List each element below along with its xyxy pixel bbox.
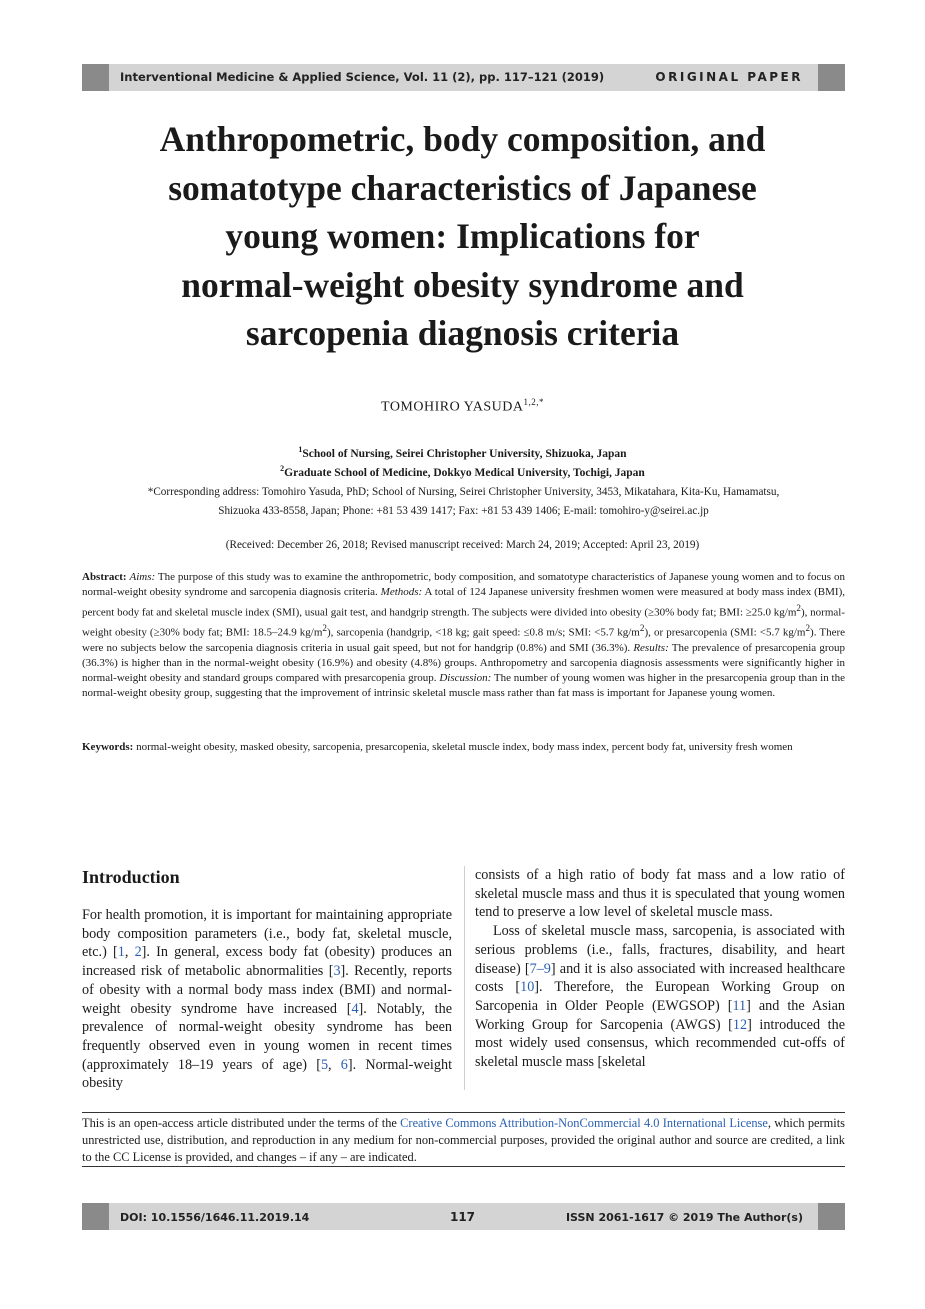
issn-copyright: ISSN 2061-1617 © 2019 The Author(s) (565, 1211, 803, 1224)
article-title (80, 115, 845, 358)
journal-citation: Interventional Medicine & Applied Science, Vol. 11 (2), pp. 117–121 (2019) (120, 70, 605, 84)
citation-link[interactable]: 7–9 (529, 960, 551, 977)
license-text: This is an open-access article distributed under the terms of the (82, 1116, 401, 1130)
affiliation-text: Graduate School of Medicine, Dokkyo Medical University, Tochigi, Japan (284, 466, 645, 479)
paragraph-text: ]. Notably, the prevalence of normal-weight obesity syndrome has been frequently observed even in young women in recent times (approximately 18–19 years of age) [ (82, 1000, 452, 1073)
paragraph-text: ] introduced the most widely used consensus, which recommended cut-offs of skeletal muscle mass [skeletal (475, 1016, 845, 1071)
affiliation-1 (0, 445, 925, 460)
aims-text: The purpose of this study was to examine the anthropometric, body composition, and somatotype characteristics of Japanese young women and to focus on normal-weight obesity syndrome and sarcopenia diagnosis criteria. (82, 571, 845, 599)
superscript: 2 (322, 622, 327, 633)
license-notice (82, 1115, 845, 1166)
affiliation-2 (0, 464, 925, 479)
affiliation-text: School of Nursing, Seirei Christopher University, Shizuoka, Japan (302, 447, 627, 460)
methods-text: ), normal-weight obesity (≥30% body fat; BMI: 18.5–24.9 kg/m (82, 606, 845, 639)
results-label: Results: (633, 641, 669, 654)
results-text: The prevalence of presarcopenia group (36.3%) is higher than in the normal-weight obesity (16.9%) and obesity (4.8%) groups. Anthropometry and sarcopenia diagnosis assessments were significantly higher in normal-weight obesity and standard groups compared with presarcopenia group. (82, 641, 845, 685)
title-line: somatotype characteristics of Japanese (168, 167, 757, 208)
page-number: 117 (449, 1210, 476, 1224)
title-line: young women: Implications for (225, 216, 700, 256)
affiliation-mark: 2 (280, 464, 285, 473)
keywords-label: Keywords: (82, 741, 134, 753)
intro-paragraph-2 (475, 922, 845, 1072)
keywords (82, 740, 845, 755)
article-type: ORIGINAL PAPER (655, 70, 803, 84)
paragraph-text: , (124, 944, 135, 961)
license-link[interactable]: Creative Commons Attribution-NonCommercial 4.0 International License (400, 1116, 768, 1130)
citation-link[interactable]: 10 (520, 979, 535, 996)
title-line: Anthropometric, body composition, and (159, 119, 766, 159)
methods-label: Methods: (380, 586, 423, 599)
methods-text: ). There were no subjects below the sarcopenia diagnosis criteria in usual gait speed, but not for handgrip (0.8%) and SMI (36.3%). (82, 626, 845, 654)
paragraph-text: For health promotion, it is important for maintaining appropriate body composition parameters (i.e., body fat, skeletal muscle, etc.) [ (82, 907, 452, 961)
author-name: TOMOHIRO YASUDA (381, 399, 524, 415)
corresponding-line: *Corresponding address: Tomohiro Yasuda, PhD; School of Nursing, Seirei Christopher University, 3453, Mikatahara, Kita-Ku, Hamamatsu, (147, 486, 780, 498)
body-column-left (82, 906, 452, 1093)
paragraph-text: ]. Recently, reports of obesity with a normal body mass index (BMI) and normal-weight obesity syndrome have increased [ (82, 963, 452, 1017)
aims-label: Aims: (129, 571, 156, 583)
license-rule-bottom (82, 1166, 845, 1167)
discussion-text: The number of young women was higher in the presarcopenia group than in the normal-weight obesity group, suggesting that the improvement of intrinsic skeletal muscle mass rather than fat mass is important for Japanese young women. (82, 672, 845, 700)
header-bar-left-block (82, 64, 109, 91)
author-marks: 1,2,* (523, 397, 544, 407)
citation-link[interactable]: 5 (320, 1056, 329, 1073)
discussion-label: Discussion: (439, 672, 492, 685)
citation-link[interactable]: 2 (134, 944, 142, 961)
intro-paragraph-1 (82, 906, 452, 1093)
abstract-label: Abstract: (82, 571, 127, 583)
section-heading-introduction: Introduction (82, 867, 180, 887)
author-line (0, 397, 925, 416)
paragraph-text: ]. In general, excess body fat (obesity) produces an increased risk of metabolic abnormalities [ (82, 944, 452, 980)
paragraph-text: , (328, 1056, 341, 1073)
keywords-text: normal-weight obesity, masked obesity, sarcopenia, presarcopenia, skeletal muscle index, body mass index, percent body fat, university fresh women (133, 741, 793, 753)
methods-text: A total of 124 Japanese university freshmen women were measured at body mass index (BMI), percent body fat and skeletal muscle index (SMI), usual gait test, and handgrip strength. The subjects were divided into obesity (≥30% body fat; BMI: ≥25.0 kg/m (82, 586, 846, 619)
corresponding-address (82, 483, 845, 520)
license-rule-top (82, 1112, 845, 1113)
corresponding-line: Shizuoka 433-8558, Japan; Phone: +81 53 439 1417; Fax: +81 53 439 1406; E-mail: tomohiro-y@seirei.ac.jp (218, 504, 709, 517)
paragraph-text: ]. Normal-weight obesity (82, 1056, 453, 1092)
paragraph-text: ] and it is also associated with increased healthcare costs [ (475, 960, 846, 996)
abstract (82, 570, 845, 702)
citation-link[interactable]: 11 (732, 997, 747, 1014)
methods-text: ), or presarcopenia (SMI: <5.7 kg/m (644, 626, 806, 639)
doi: DOI: 10.1556/1646.11.2019.14 (120, 1211, 310, 1224)
title-line: normal-weight obesity syndrome and (181, 264, 744, 305)
superscript: 2 (639, 622, 645, 633)
paragraph-text: ]. Therefore, the European Working Group on Sarcopenia in Older People (EWGSOP) [ (475, 979, 845, 1014)
superscript: 2 (805, 622, 811, 633)
citation-link[interactable]: 6 (340, 1056, 348, 1073)
paragraph-text: consists of a high ratio of body fat mass and a low ratio of skeletal muscle mass and thus it is speculated that young women tend to preserve a low level of skeletal muscle mass. (475, 867, 845, 921)
methods-text: ), sarcopenia (handgrip, <18 kg; gait speed: ≤0.8 m/s; SMI: <5.7 kg/m (326, 626, 640, 639)
intro-paragraph-1-continued (475, 866, 845, 922)
superscript: 2 (796, 602, 801, 613)
received-dates: (Received: December 26, 2018; Revised manuscript received: March 24, 2019; Accepted: April 23, 2019) (225, 539, 700, 551)
paragraph-text: ] and the Asian Working Group for Sarcopenia (AWGS) [ (475, 997, 846, 1033)
header-bar-right-block (818, 64, 845, 91)
citation-link[interactable]: 12 (732, 1016, 748, 1033)
citation-link[interactable]: 3 (333, 963, 341, 980)
body-column-right (475, 866, 845, 1072)
citation-link[interactable]: 1 (117, 944, 125, 961)
title-line: sarcopenia diagnosis criteria (245, 313, 680, 353)
citation-link[interactable]: 4 (351, 1000, 359, 1017)
affiliation-mark: 1 (298, 445, 303, 454)
license-text: , which permits unrestricted use, distribution, and reproduction in any medium for non-commercial purposes, provided the original author and source are credited, a link to the CC License is provided, and changes – if any – are indicated. (82, 1116, 845, 1164)
paragraph-text: Loss of skeletal muscle mass, sarcopenia, is associated with serious problems (i.e., falls, fractures, disability, and heart disease) [ (475, 923, 845, 977)
column-divider (464, 866, 465, 1090)
